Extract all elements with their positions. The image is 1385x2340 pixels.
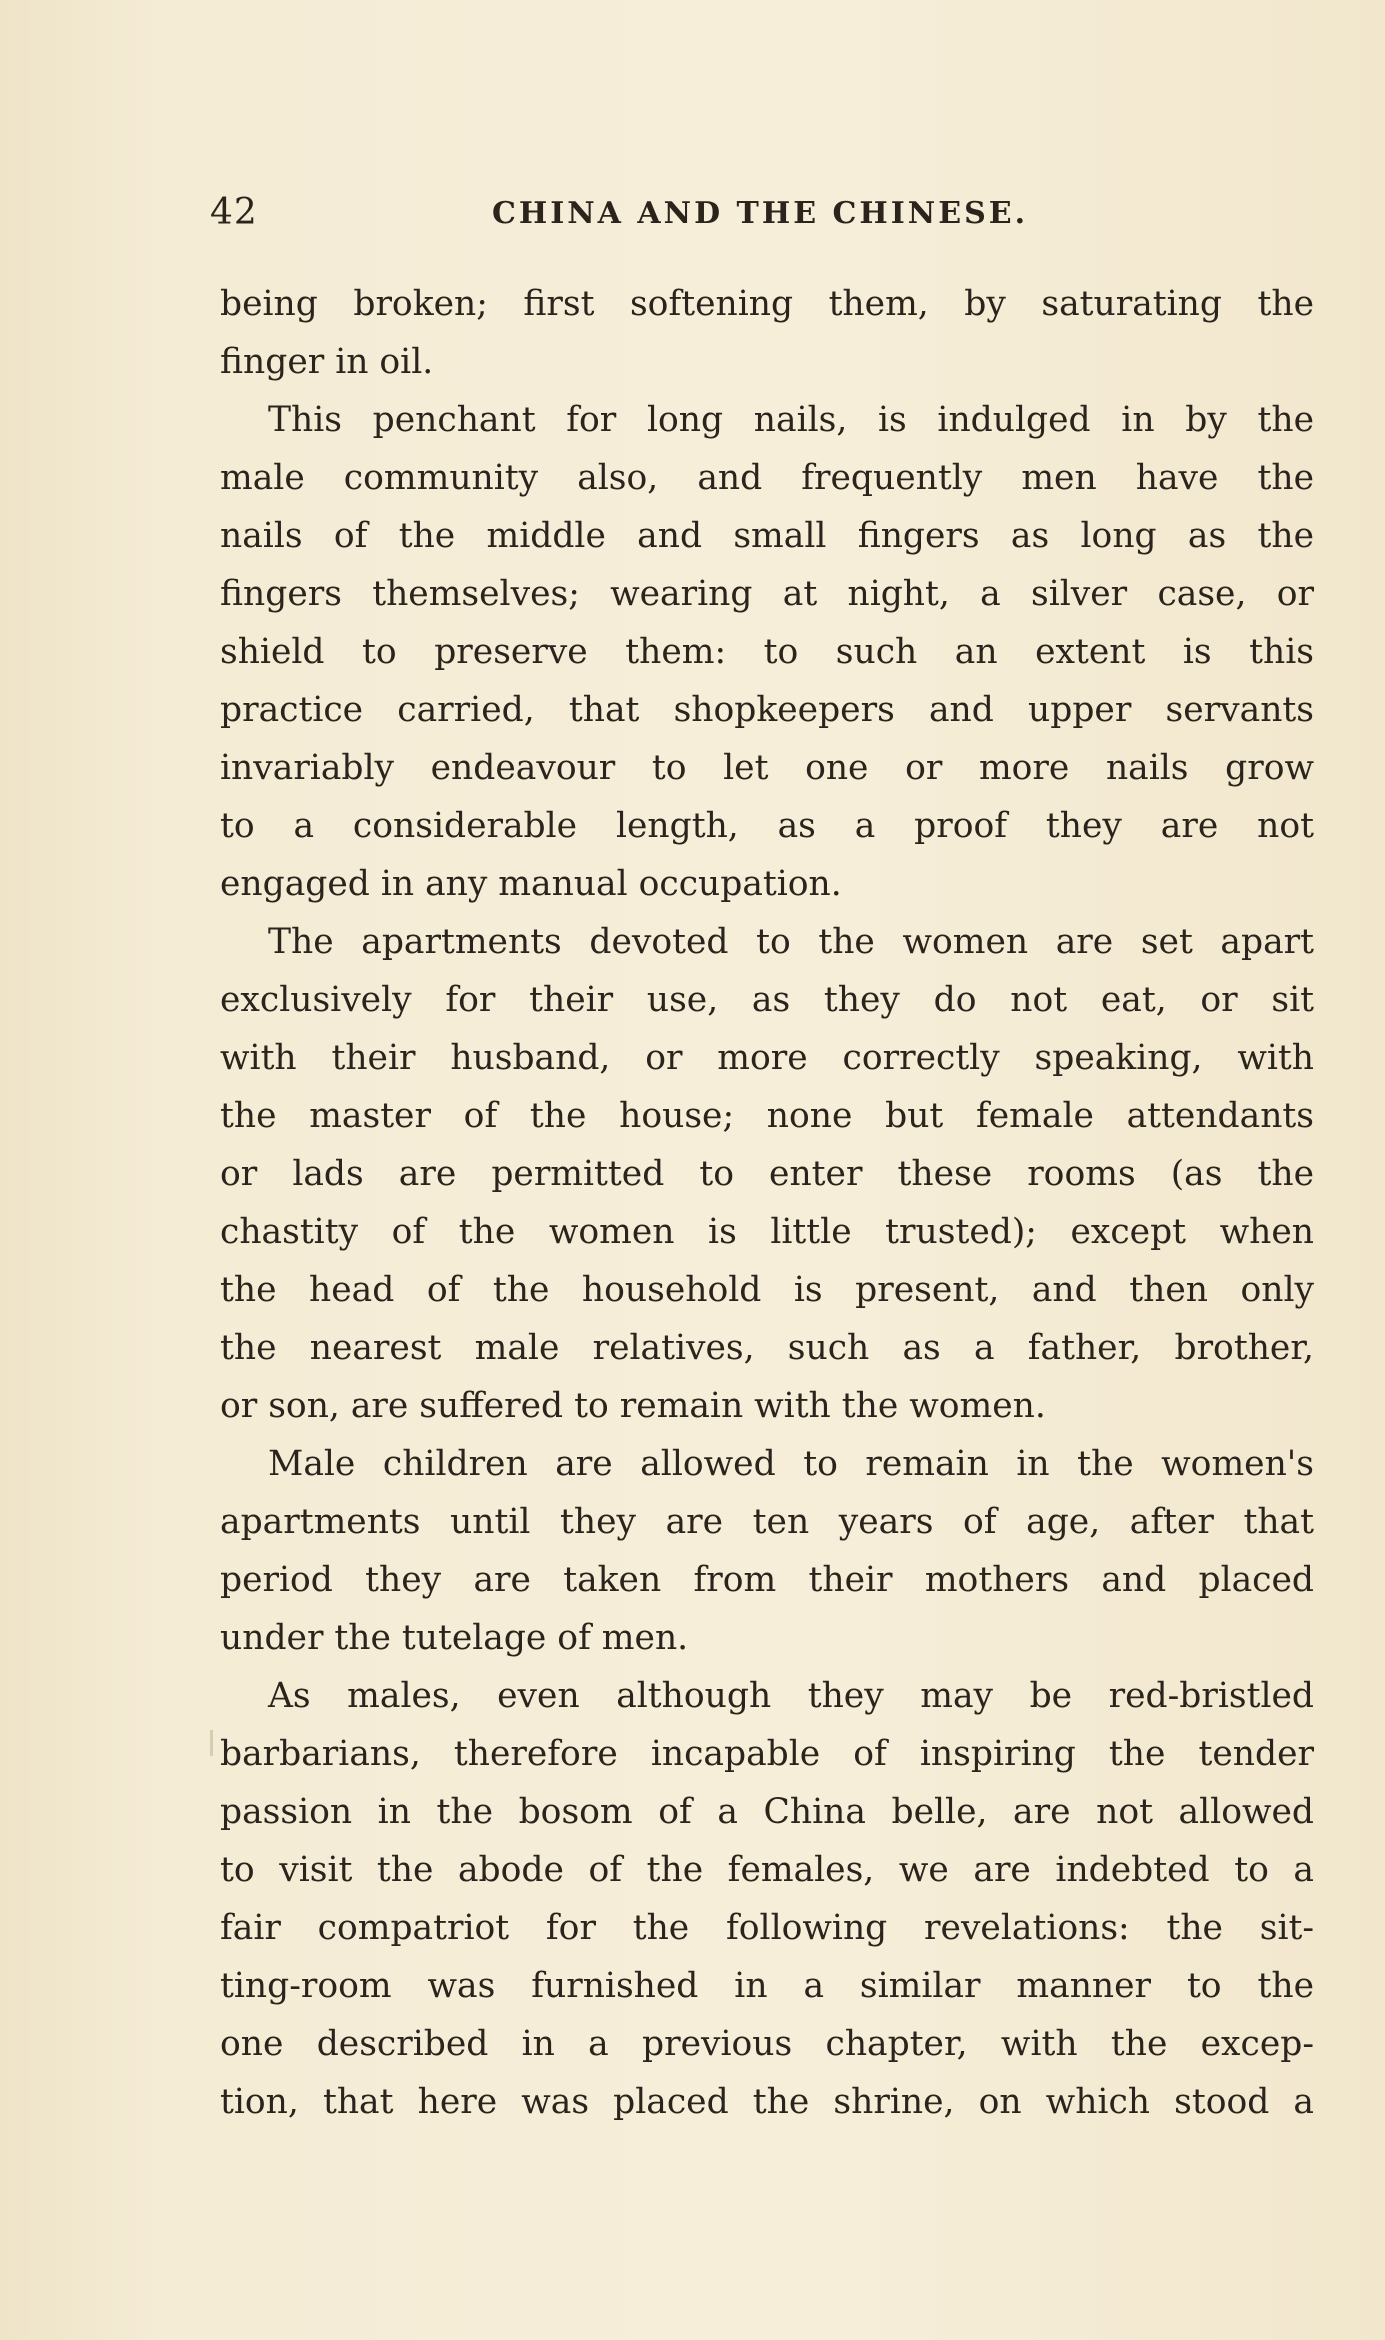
text-line: nails of the middle and small fingers as long as the [220,516,1314,556]
text-line: male community also, and frequently men have the [220,458,1314,498]
text-line: tion, that here was placed the shrine, on which stood a [220,2082,1314,2122]
text-line: the master of the house; none but female attendants [220,1096,1314,1136]
text-line: under the tutelage of men. [220,1618,689,1658]
text-line: to visit the abode of the females, we are indebted to a [220,1850,1314,1890]
page-number: 42 [210,192,258,233]
body-text [220,275,1314,2131]
running-head: CHINA AND THE CHINESE. [492,196,1029,231]
text-line: practice carried, that shopkeepers and upper servants [220,690,1314,730]
text-line: ting-room was furnished in a similar manner to the [220,1966,1314,2006]
page-header [210,192,1305,242]
text-line: finger in oil. [220,342,434,382]
text-line: As males, even although they may be red-bristled [268,1676,1314,1716]
text-line: apartments until they are ten years of age, after that [220,1502,1314,1542]
text-line: or son, are suffered to remain with the women. [220,1386,1046,1426]
text-line: engaged in any manual occupation. [220,864,842,904]
text-line: shield to preserve them: to such an extent is this [220,632,1314,672]
text-line: exclusively for their use, as they do not eat, or sit [220,980,1314,1020]
text-line: The apartments devoted to the women are set apart [268,922,1314,962]
text-line: one described in a previous chapter, with the excep- [220,2024,1314,2064]
text-line: barbarians, therefore incapable of inspiring the tender [220,1734,1314,1774]
text-line: fair compatriot for the following revelations: the sit- [220,1908,1314,1948]
text-line: the nearest male relatives, such as a father, brother, [220,1328,1314,1368]
text-line: fingers themselves; wearing at night, a silver case, or [220,574,1314,614]
text-line: invariably endeavour to let one or more nails grow [220,748,1314,788]
text-line: passion in the bosom of a China belle, are not allowed [220,1792,1314,1832]
text-line: or lads are permitted to enter these rooms (as the [220,1154,1314,1194]
text-line: Male children are allowed to remain in the women's [268,1444,1314,1484]
text-line: with their husband, or more correctly speaking, with [220,1038,1314,1078]
text-line: period they are taken from their mothers and placed [220,1560,1314,1600]
text-line: chastity of the women is little trusted); except when [220,1212,1314,1252]
text-line: This penchant for long nails, is indulged in by the [268,400,1314,440]
text-line: to a considerable length, as a proof they are not [220,806,1314,846]
margin-mark [210,1730,213,1756]
text-line: the head of the household is present, and then only [220,1270,1314,1310]
text-line: being broken; first softening them, by saturating the [220,284,1314,324]
